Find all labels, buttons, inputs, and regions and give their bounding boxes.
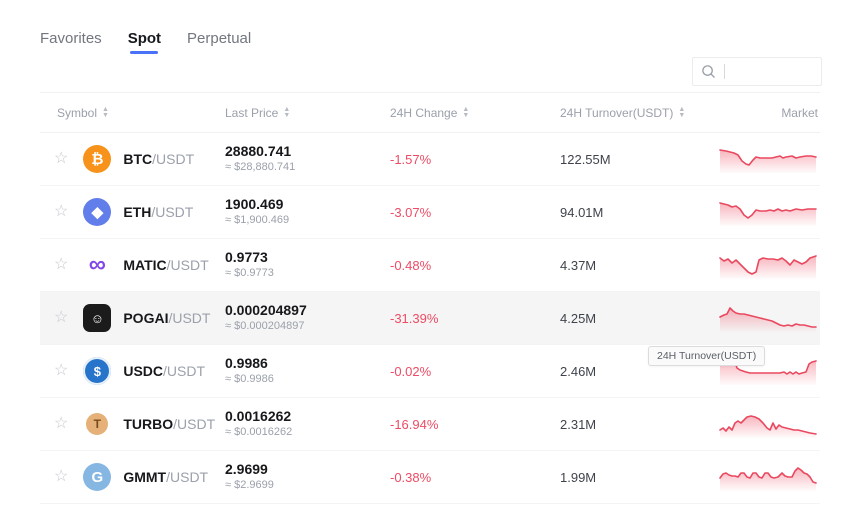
sort-icon: ▲ ▼ [283, 105, 291, 119]
favorite-star-icon[interactable]: ☆ [54, 256, 69, 273]
approx-usd-price: ≈ $0.9773 [225, 267, 274, 279]
sort-icon: ▲ ▼ [102, 105, 109, 119]
turnover-24h: 4.25M [560, 310, 597, 326]
table-row[interactable] [40, 239, 820, 292]
market-table [40, 92, 820, 504]
turnover-24h: 2.46M [560, 363, 597, 379]
favorite-star-icon[interactable]: ☆ [54, 468, 69, 485]
change-24h: -16.94% [390, 416, 439, 432]
favorite-star-icon[interactable]: ☆ [54, 362, 69, 379]
symbol-cell [40, 463, 225, 491]
table-row[interactable] [40, 186, 820, 239]
column-header-24h-turnover-usdt-[interactable]: 24H Turnover(USDT) ▲ ▼ [560, 105, 686, 120]
change-24h: -1.57% [390, 151, 432, 167]
pair-quote: /USDT [151, 204, 194, 220]
approx-usd-price: ≈ $28,880.741 [225, 161, 296, 173]
column-header-24h-change[interactable]: 24H Change ▲ ▼ [390, 105, 470, 120]
trading-pair [123, 151, 194, 167]
market-cell [712, 461, 820, 493]
last-price: 0.9986 [225, 355, 268, 371]
change-24h: -0.02% [390, 363, 432, 379]
sparkline-chart [718, 408, 818, 440]
pair-base: MATIC [123, 257, 167, 273]
turbo-icon: T [86, 413, 108, 435]
approx-usd-price: ≈ $0.0016262 [225, 426, 293, 438]
approx-usd-price: ≈ $2.9699 [225, 479, 274, 491]
pair-base: BTC [123, 151, 153, 167]
sparkline-chart [718, 143, 818, 175]
last-price-cell [225, 355, 390, 387]
usdc-icon: $ [83, 357, 111, 385]
favorite-star-icon[interactable]: ☆ [54, 150, 69, 167]
tab-favorites[interactable]: Favorites [40, 30, 102, 47]
turnover-24h: 1.99M [560, 469, 597, 485]
pair-quote: /USDT [166, 469, 209, 485]
market-tabs [40, 30, 860, 54]
last-price-cell [225, 302, 390, 334]
turnover-24h: 122.55M [560, 151, 611, 167]
gmmt-icon: G [83, 463, 111, 491]
market-cell [712, 143, 820, 175]
sparkline-chart [718, 196, 818, 228]
symbol-cell [40, 304, 225, 332]
market-cell [712, 196, 820, 228]
trading-pair [123, 204, 193, 220]
pair-base: ETH [123, 204, 152, 220]
symbol-cell [40, 198, 225, 226]
pair-quote: /USDT [152, 151, 195, 167]
last-price: 28880.741 [225, 143, 292, 159]
market-cell [712, 302, 820, 334]
turnover-24h: 4.37M [560, 257, 597, 273]
sort-icon: ▲ ▼ [462, 105, 470, 119]
sort-icon: ▲ ▼ [678, 105, 686, 119]
pair-base: POGAI [123, 310, 169, 326]
turnover-24h: 94.01M [560, 204, 604, 220]
last-price: 0.0016262 [225, 408, 292, 424]
matic-icon: ∞ [88, 251, 106, 278]
spot-market-page [0, 30, 860, 514]
sparkline-chart [718, 302, 818, 334]
change-24h: -0.38% [390, 469, 432, 485]
trading-pair [123, 310, 210, 326]
pogai-icon: ☺ [83, 304, 111, 332]
tab-spot[interactable]: Spot [128, 30, 161, 54]
tab-perpetual[interactable]: Perpetual [187, 30, 252, 47]
pair-quote: /USDT [163, 363, 206, 379]
column-header-market: Market [781, 105, 818, 120]
approx-usd-price: ≈ $0.9986 [225, 373, 274, 385]
trading-pair [123, 363, 205, 379]
trading-pair [123, 416, 215, 432]
approx-usd-price: ≈ $0.000204897 [225, 320, 305, 332]
table-row[interactable] [40, 398, 820, 451]
last-price-cell [225, 249, 390, 281]
change-24h: -0.48% [390, 257, 432, 273]
column-header-last-price[interactable]: Last Price ▲ ▼ [225, 105, 291, 120]
symbol-cell [40, 410, 225, 438]
favorite-star-icon[interactable]: ☆ [54, 415, 69, 432]
table-body [40, 133, 820, 504]
pair-base: USDC [123, 363, 164, 379]
trading-pair [123, 257, 208, 273]
market-cell [712, 408, 820, 440]
last-price-cell [225, 461, 390, 493]
search-box[interactable] [692, 57, 822, 86]
column-header-symbol[interactable]: Symbol ▲ ▼ [57, 105, 109, 120]
eth-icon: ◆ [83, 198, 111, 226]
sparkline-chart [718, 461, 818, 493]
last-price-cell [225, 196, 390, 228]
last-price: 2.9699 [225, 461, 268, 477]
symbol-cell [40, 251, 225, 279]
btc-icon: ₿ [83, 145, 111, 173]
search-icon [701, 64, 716, 79]
favorite-star-icon[interactable]: ☆ [54, 309, 69, 326]
pair-quote: /USDT [173, 416, 216, 432]
pair-quote: /USDT [168, 310, 211, 326]
favorite-star-icon[interactable]: ☆ [54, 203, 69, 220]
pair-quote: /USDT [166, 257, 209, 273]
symbol-cell [40, 145, 225, 173]
table-header-row [40, 93, 820, 133]
change-24h: -31.39% [390, 310, 439, 326]
turnover-24h: 2.31M [560, 416, 597, 432]
last-price: 0.000204897 [225, 302, 307, 318]
change-24h: -3.07% [390, 204, 432, 220]
table-row[interactable] [40, 133, 820, 186]
turnover-tooltip: 24H Turnover(USDT) [648, 346, 765, 366]
approx-usd-price: ≈ $1,900.469 [225, 214, 290, 226]
table-row[interactable] [40, 292, 820, 345]
last-price: 1900.469 [225, 196, 284, 212]
trading-pair [123, 469, 208, 485]
search-input[interactable] [725, 58, 813, 85]
pair-base: TURBO [123, 416, 174, 432]
table-row[interactable] [40, 451, 820, 504]
last-price: 0.9773 [225, 249, 268, 265]
symbol-cell [40, 357, 225, 385]
last-price-cell [225, 408, 390, 440]
pair-base: GMMT [123, 469, 167, 485]
market-cell [712, 249, 820, 281]
sparkline-chart [718, 249, 818, 281]
last-price-cell [225, 143, 390, 175]
